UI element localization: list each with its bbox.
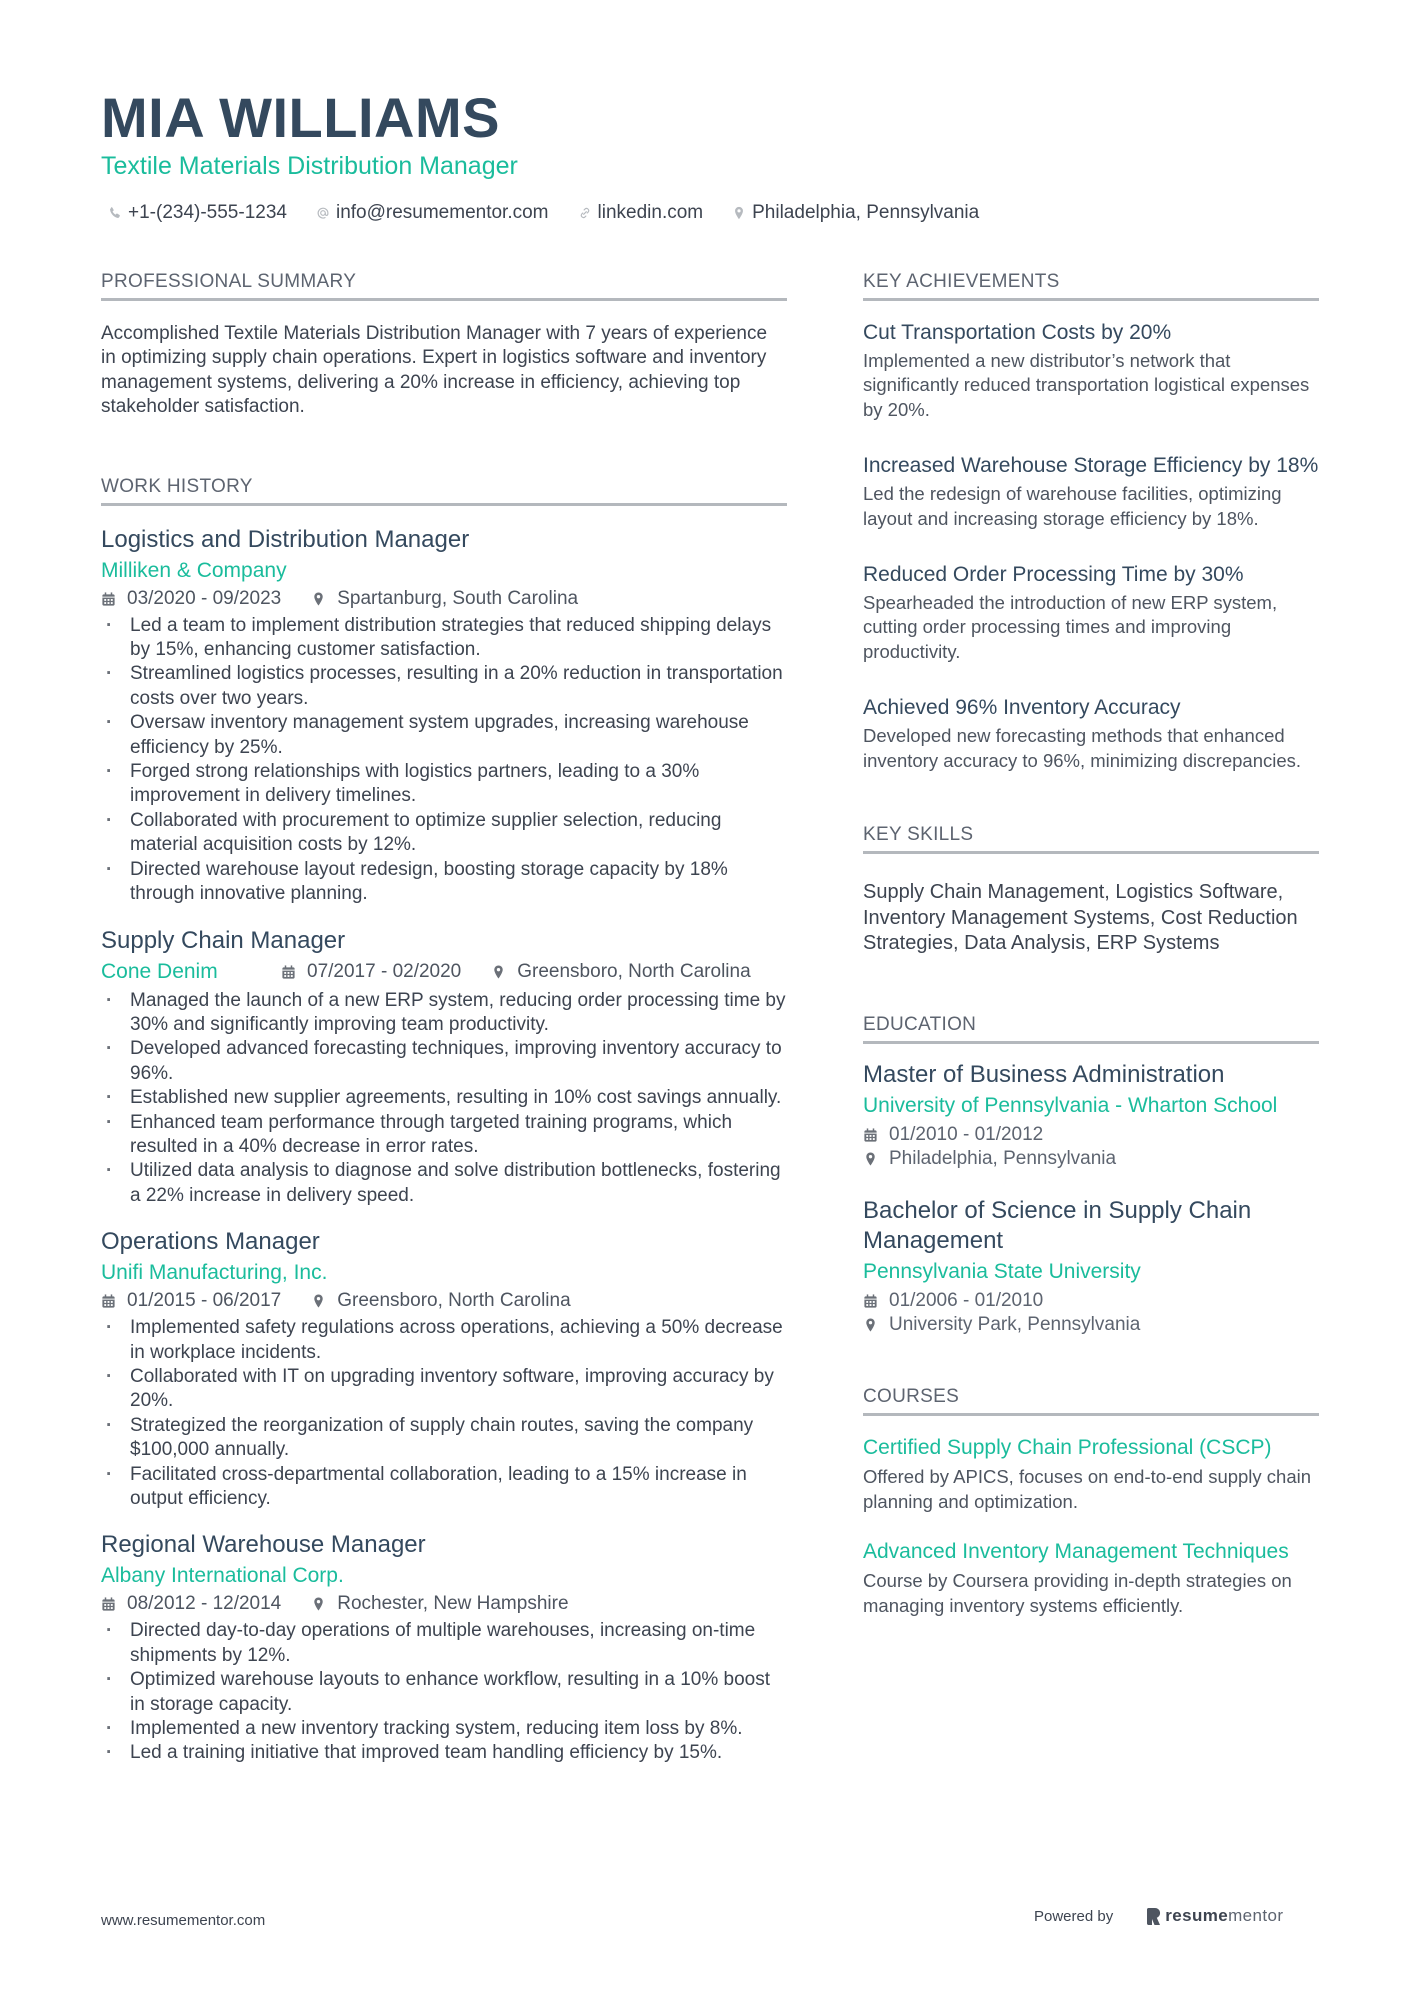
- section-heading: COURSES: [863, 1385, 1319, 1416]
- map-pin-icon: [311, 1292, 327, 1310]
- education-dates: 01/2006 - 01/2010: [863, 1289, 1319, 1313]
- contact-email[interactable]: [315, 200, 549, 226]
- at-icon: [315, 204, 331, 222]
- achievement-item: [863, 694, 1319, 773]
- courses-section: [863, 1385, 1319, 1618]
- school-name: University of Pennsylvania - Wharton School: [863, 1093, 1278, 1117]
- job-entry: [101, 925, 787, 1209]
- calendar-icon: [101, 1595, 117, 1613]
- job-bullet: · Oversaw inventory management system upgrades, increasing warehouse efficiency by 25%.: [101, 711, 787, 760]
- contact-phone[interactable]: [107, 200, 287, 226]
- job-bullet: · Forged strong relationships with logistics partners, leading to a 30% improvement in delivery timelines.: [101, 760, 787, 809]
- phone-text: +1-(234)-555-1234: [128, 202, 287, 223]
- candidate-name: MIA WILLIAMS: [101, 86, 500, 149]
- course-item: [863, 1434, 1319, 1514]
- resumementor-logo-icon: [1146, 1907, 1161, 1926]
- job-meta: [101, 1591, 787, 1617]
- contact-location: [731, 200, 979, 226]
- brand-bold: resume: [1165, 1906, 1229, 1925]
- job-location: Greensboro, North Carolina: [491, 959, 750, 985]
- achievements-section: [863, 270, 1319, 773]
- job-entry: [101, 524, 787, 907]
- skills-text: Supply Chain Management, Logistics Software, Inventory Management Systems, Cost Reduction Strategies, Data Analysis, ERP Systems: [863, 881, 1298, 955]
- contact-linkedin[interactable]: [577, 200, 704, 226]
- achievement-desc: Implemented a new distributor’s network that significantly reduced transportation logistical expenses by 20%.: [863, 350, 1310, 420]
- job-entry: [101, 1226, 787, 1511]
- achievement-item: [863, 561, 1319, 664]
- linkedin-text: linkedin.com: [597, 202, 704, 223]
- job-location: Rochester, New Hampshire: [311, 1591, 568, 1617]
- calendar-icon: [101, 1292, 117, 1310]
- link-icon: [577, 204, 593, 222]
- achievement-desc: Spearheaded the introduction of new ERP system, cutting order processing times and improving productivity.: [863, 592, 1278, 662]
- skills-section: [863, 823, 1319, 957]
- achievement-item: [863, 319, 1319, 422]
- job-dates: 07/2017 - 02/2020: [281, 959, 461, 985]
- job-meta: [101, 586, 787, 612]
- job-location: Greensboro, North Carolina: [311, 1288, 570, 1314]
- achievement-desc: Led the redesign of warehouse facilities, optimizing layout and increasing storage efficiency by 18%.: [863, 483, 1282, 529]
- section-heading: EDUCATION: [863, 1013, 1319, 1044]
- job-bullet: · Utilized data analysis to diagnose and solve distribution bottlenecks, fostering a 22% increase in delivery speed.: [101, 1159, 787, 1208]
- achievement-desc: Developed new forecasting methods that enhanced inventory accuracy to 96%, minimizing discrepancies.: [863, 725, 1302, 771]
- footer-branding: [1034, 1906, 1283, 1926]
- course-item: [863, 1538, 1319, 1618]
- section-heading: PROFESSIONAL SUMMARY: [101, 270, 787, 301]
- map-pin-icon: [311, 1595, 327, 1613]
- job-dates: 08/2012 - 12/2014: [101, 1591, 281, 1617]
- email-text: info@resumementor.com: [335, 202, 549, 223]
- map-pin-icon: [863, 1150, 879, 1168]
- education-location: University Park, Pennsylvania: [863, 1313, 1319, 1337]
- job-bullets: [101, 989, 787, 1209]
- brand-logo[interactable]: [1146, 1906, 1283, 1926]
- education-location: Philadelphia, Pennsylvania: [863, 1147, 1319, 1171]
- job-bullet: · Implemented a new inventory tracking system, reducing item loss by 8%.: [101, 1717, 787, 1741]
- job-bullet: · Developed advanced forecasting techniques, improving inventory accuracy to 96%.: [101, 1037, 787, 1086]
- map-pin-icon: [863, 1316, 879, 1334]
- job-bullets: [101, 614, 787, 907]
- map-pin-icon: [491, 963, 507, 981]
- job-bullet: · Directed day-to-day operations of multiple warehouses, increasing on-time shipments by 12%.: [101, 1619, 787, 1668]
- job-title: Supply Chain Manager: [101, 926, 346, 954]
- right-column: [863, 270, 1319, 1618]
- job-bullet: · Facilitated cross-departmental collaboration, leading to a 15% increase in output efficiency.: [101, 1463, 787, 1512]
- calendar-icon: [281, 963, 297, 981]
- work-history-section: [101, 475, 787, 1766]
- contact-bar: [107, 200, 1007, 226]
- job-bullet: · Led a team to implement distribution strategies that reduced shipping delays by 15%, enhancing customer satisfaction.: [101, 614, 787, 663]
- company-name: Milliken & Company: [101, 558, 287, 582]
- job-bullet: · Enhanced team performance through targeted training programs, which resulted in a 40% decrease in error rates.: [101, 1111, 787, 1160]
- job-bullet: · Directed warehouse layout redesign, boosting storage capacity by 18% through innovative planning.: [101, 858, 787, 907]
- job-bullet: · Optimized warehouse layouts to enhance workflow, resulting in a 10% boost in storage capacity.: [101, 1668, 787, 1717]
- summary-text: Accomplished Textile Materials Distribution Manager with 7 years of experience in optimizing supply chain operations. Expert in logistics software and inventory management systems, delivering a 20% increase in efficiency, achieving top stakeholder satisfaction.: [101, 323, 768, 418]
- education-item: [863, 1196, 1319, 1338]
- job-entry: [101, 1529, 787, 1765]
- course-title: Advanced Inventory Management Techniques: [863, 1540, 1289, 1564]
- job-bullet: · Strategized the reorganization of supply chain routes, saving the company $100,000 annually.: [101, 1414, 787, 1463]
- section-heading: KEY SKILLS: [863, 823, 1319, 854]
- calendar-icon: [101, 590, 117, 608]
- education-dates: 01/2010 - 01/2012: [863, 1123, 1319, 1147]
- job-bullet: · Implemented safety regulations across operations, achieving a 50% decrease in workplace incidents.: [101, 1316, 787, 1365]
- job-bullet: · Managed the launch of a new ERP system, reducing order processing time by 30% and significantly improving team productivity.: [101, 989, 787, 1038]
- job-bullets: [101, 1316, 787, 1511]
- calendar-icon: [863, 1292, 879, 1310]
- job-bullet: · Streamlined logistics processes, resulting in a 20% reduction in transportation costs over two years.: [101, 662, 787, 711]
- achievement-title: Reduced Order Processing Time by 30%: [863, 563, 1244, 587]
- education-item: [863, 1060, 1319, 1172]
- summary-section: [101, 270, 787, 420]
- degree-title: Bachelor of Science in Supply Chain Management: [863, 1196, 1252, 1254]
- location-text: Philadelphia, Pennsylvania: [752, 202, 980, 223]
- job-title: Operations Manager: [101, 1228, 320, 1256]
- achievement-item: [863, 452, 1319, 531]
- job-meta: [101, 1288, 787, 1314]
- course-desc: Course by Coursera providing in-depth strategies on managing inventory systems efficiently.: [863, 1570, 1292, 1616]
- job-title: Regional Warehouse Manager: [101, 1531, 426, 1559]
- course-title: Certified Supply Chain Professional (CSCP): [863, 1436, 1272, 1460]
- company-name: Cone Denim: [101, 959, 218, 983]
- achievement-title: Increased Warehouse Storage Efficiency by 18%: [863, 454, 1319, 478]
- job-bullets: [101, 1619, 787, 1765]
- degree-title: Master of Business Administration: [863, 1060, 1225, 1088]
- job-title: Logistics and Distribution Manager: [101, 525, 470, 553]
- achievement-title: Cut Transportation Costs by 20%: [863, 321, 1172, 344]
- footer-website-link[interactable]: www.resumementor.com: [101, 1912, 266, 1929]
- job-dates: 03/2020 - 09/2023: [101, 586, 281, 612]
- map-pin-icon: [731, 204, 747, 222]
- job-dates: 01/2015 - 06/2017: [101, 1288, 281, 1314]
- left-column: [101, 270, 787, 1766]
- candidate-headline: Textile Materials Distribution Manager: [101, 152, 518, 180]
- school-name: Pennsylvania State University: [863, 1259, 1141, 1283]
- brand-light: mentor: [1228, 1906, 1284, 1925]
- job-meta: [101, 957, 787, 987]
- job-bullet: · Collaborated with procurement to optimize supplier selection, reducing material acquisition costs by 12%.: [101, 809, 787, 858]
- job-bullet: · Established new supplier agreements, resulting in 10% cost savings annually.: [101, 1086, 787, 1110]
- course-desc: Offered by APICS, focuses on end-to-end supply chain planning and optimization.: [863, 1466, 1312, 1512]
- achievement-title: Achieved 96% Inventory Accuracy: [863, 696, 1181, 720]
- company-name: Unifi Manufacturing, Inc.: [101, 1261, 328, 1285]
- section-heading: KEY ACHIEVEMENTS: [863, 270, 1319, 301]
- job-bullet: · Led a training initiative that improved team handling efficiency by 15%.: [101, 1741, 787, 1765]
- company-name: Albany International Corp.: [101, 1564, 344, 1588]
- education-section: [863, 1013, 1319, 1338]
- job-bullet: · Collaborated with IT on upgrading inventory software, improving accuracy by 20%.: [101, 1365, 787, 1414]
- calendar-icon: [863, 1126, 879, 1144]
- section-heading: WORK HISTORY: [101, 475, 787, 506]
- phone-icon: [107, 204, 123, 222]
- map-pin-icon: [311, 590, 327, 608]
- powered-by-label: Powered by: [1034, 1907, 1114, 1925]
- job-location: Spartanburg, South Carolina: [311, 586, 578, 612]
